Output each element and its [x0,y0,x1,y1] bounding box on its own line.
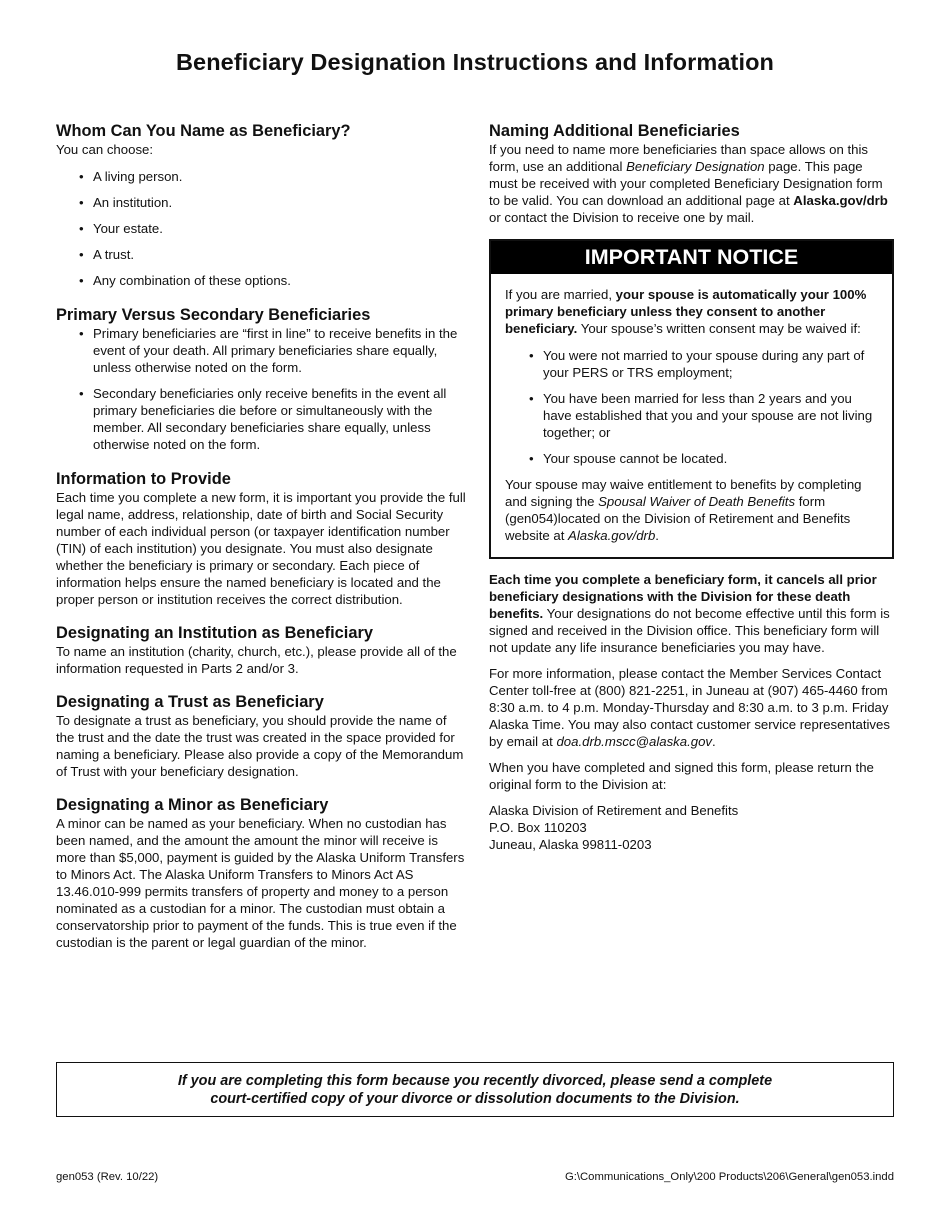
address-line: Alaska Division of Retirement and Benefits [489,803,739,818]
notice-waiver-text: Your spouse may waive entitlement to benefits by completing and signing the Spousal Waiver of Death Benefits form (gen054)located on the Division of Retirement and Benefits website at Alaska.gov/drb. [505,477,862,543]
notice-heading: IMPORTANT NOTICE [491,241,892,274]
beneficiary-options-list [93,168,466,289]
list-item: • You were not married to your spouse during any part of your PERS or TRS employment; [543,347,878,381]
section-institution [56,623,466,677]
divorce-notice-line: court-certified copy of your divorce or dissolution documents to the Division. [210,1090,740,1107]
section-heading: Information to Provide [56,470,231,488]
list-item: • Primary beneficiaries are “first in line” to receive benefits in the event of your death. All primary beneficiaries share equally, unless otherwise noted on the form. [93,325,466,376]
section-heading: Whom Can You Name as Beneficiary? [56,122,351,140]
contact-text: For more information, please contact the Member Services Contact Center toll-free at (800) 821-2251, in Juneau at (907) 465-4460 from 8:30 a.m. to 4 p.m. Monday-Thursday and 8:30 a.m. to 3 p.m. Friday Alaska Time. You may also contact customer service representatives by email at doa.drb.mscc@alaska.gov. [489,666,890,749]
notice-text: If you are married, your spouse is automatically your 100% primary beneficiary unless they consent to another beneficiary. Your spouse’s written consent may be waived if: [505,287,867,336]
list-item: • A living person. [93,168,466,185]
section-heading: Designating an Institution as Beneficiary [56,624,373,642]
right-column [489,121,894,853]
section-intro: You can choose: [56,142,154,157]
section-heading: Primary Versus Secondary Beneficiaries [56,306,371,324]
email-link[interactable]: doa.drb.mscc@alaska.gov [556,734,713,749]
section-text: To designate a trust as beneficiary, you should provide the name of the trust and the date the trust was created in the space provided for naming a beneficiary. Please also provide a copy of the Memorandum of Trust with your beneficiary designation. [56,713,464,779]
return-text: When you have completed and signed this form, please return the original form to the Division at: [489,760,874,792]
section-heading: Designating a Trust as Beneficiary [56,693,324,711]
list-item: • Any combination of these options. [93,272,466,289]
list-item: • A trust. [93,246,466,263]
divorce-notice-line: If you are completing this form because you recently divorced, please send a complete [177,1072,773,1089]
list-item: • Your spouse cannot be located. [543,450,878,467]
list-item: • You have been married for less than 2 years and you have established that you and your spouse are not living together; or [543,390,878,441]
notice-body [491,274,892,557]
section-trust [56,692,466,780]
section-information [56,469,466,608]
left-column [56,121,466,951]
list-item: • Secondary beneficiaries only receive benefits in the event all primary beneficiaries die before or simultaneously with the member. All secondary beneficiaries share equally, unless otherwise noted on the form. [93,385,466,453]
list-item: • Your estate. [93,220,466,237]
section-additional [489,121,894,226]
primary-secondary-list [93,325,466,453]
address-line: Juneau, Alaska 99811-0203 [489,837,652,852]
section-primary-secondary [56,305,466,453]
section-text: Each time you complete a new form, it is important you provide the full legal name, address, relationship, date of birth and Social Security number of each individual person (or taxpayer identification number (TIN) of each institution) you designate. You must also designate whether the beneficiary is primary or secondary. Each piece of information helps ensure the named beneficiary is located and the proper person or institution receives the correct distribution. [56,490,466,607]
page-title: Beneficiary Designation Instructions and Information [175,49,774,75]
mailing-address [489,802,894,853]
waiver-conditions-list [543,347,878,467]
cancel-notice-text: Each time you complete a beneficiary form, it cancels all prior beneficiary designations with the Division for these death benefits. Your designations do not become effective until this form is signed and received in the Division office. This beneficiary form will not update any life insurance beneficiaries you may have. [489,572,890,655]
address-line: P.O. Box 110203 [489,820,587,835]
section-text: If you need to name more beneficiaries than space allows on this form, use an additional Beneficiary Designation page. This page must be received with your completed Beneficiary Designation form to be valid. You can download an additional page at Alaska.gov/drb or contact the Division to receive one by mail. [489,142,888,225]
divorce-notice-box [56,1062,894,1117]
list-item: • An institution. [93,194,466,211]
drb-link[interactable]: Alaska.gov/drb [568,528,656,543]
section-heading: Designating a Minor as Beneficiary [56,796,329,814]
section-minor [56,795,466,951]
section-text: To name an institution (charity, church, etc.), please provide all of the information requested in Parts 2 and/or 3. [56,644,457,676]
form-id: gen053 (Rev. 10/22) [56,1171,159,1183]
section-heading: Naming Additional Beneficiaries [489,122,740,140]
important-notice-box [489,239,894,559]
drb-link[interactable]: Alaska.gov/drb [793,193,888,208]
section-text: A minor can be named as your beneficiary. When no custodian has been named, and the amount the amount the minor will receive is more than $5,000, payment is guided by the Alaska Uniform Transfers to Minors Act. The Alaska Uniform Transfers to Minors Act AS 13.46.010-999 permits transfers of property and money to a person nominated as a custodian for a minor. The custodian must obtain a conservatorship prior to payment of the funds. This is true even if the custodian is the parent or legal guardian of the minor. [56,816,465,950]
file-path: G:\Communications_Only\200 Products\206\General\gen053.indd [564,1171,894,1183]
section-whom [56,121,466,289]
